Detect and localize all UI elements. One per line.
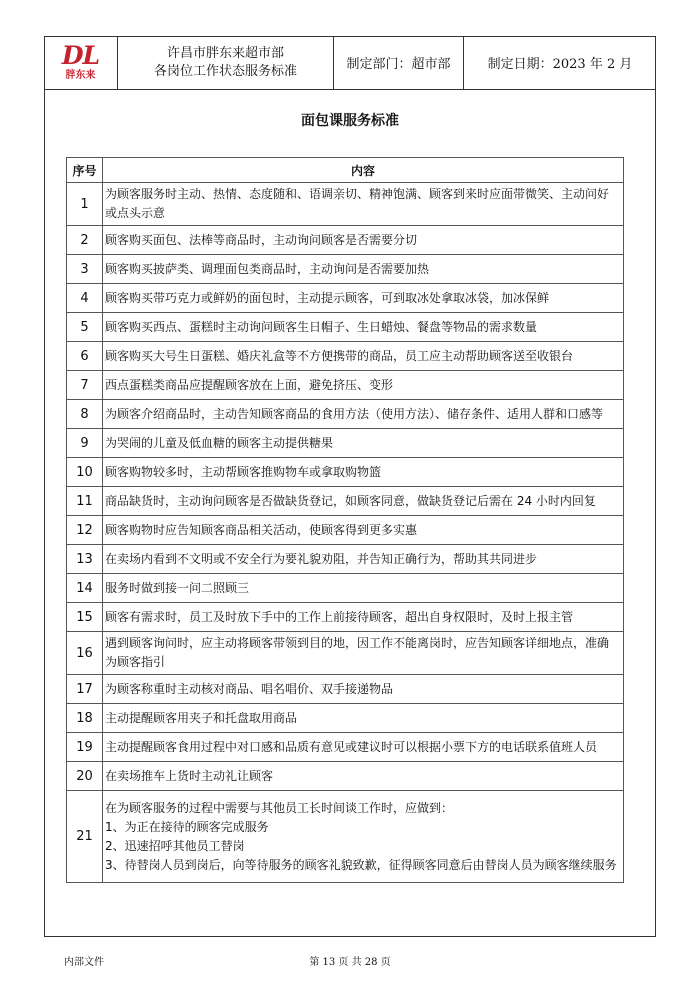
content-line: 服务时做到接一问二照顾三	[105, 580, 250, 595]
row-content	[103, 458, 624, 487]
table-row	[67, 400, 624, 429]
row-content	[103, 791, 624, 883]
row-number: 1	[67, 183, 103, 226]
row-number: 15	[67, 603, 103, 632]
table-row	[67, 255, 624, 284]
table-row	[67, 675, 624, 704]
row-number: 20	[67, 762, 103, 791]
content-line: 在卖场推车上货时主动礼让顾客	[105, 768, 274, 783]
content-line: 为顾客服务时主动、热情、态度随和、语调亲切、精神饱满、顾客到来时应面带微笑、主动问好或点头示意	[105, 187, 610, 220]
content-line: 在为顾客服务的过程中需要与其他员工长时间谈工作时，应做到：	[105, 800, 454, 815]
row-number: 4	[67, 284, 103, 313]
document-title: 面包课服务标准	[301, 113, 399, 129]
row-content	[103, 429, 624, 458]
content-line: 2、迅速招呼其他员工替岗	[105, 838, 245, 853]
row-number: 5	[67, 313, 103, 342]
row-content	[103, 762, 624, 791]
row-number: 9	[67, 429, 103, 458]
row-content	[103, 342, 624, 371]
row-number: 21	[67, 791, 103, 883]
table-row	[67, 762, 624, 791]
row-number: 19	[67, 733, 103, 762]
footer-page-number: 第 13 页 共 28 页	[309, 957, 391, 968]
table-row	[67, 487, 624, 516]
row-number: 11	[67, 487, 103, 516]
row-content	[103, 313, 624, 342]
content-line: 遇到顾客询问时，应主动将顾客带领到目的地，因工作不能离岗时，应告知顾客详细地点，准确为顾客指引	[105, 636, 610, 669]
footer-internal-label: 内部文件	[64, 957, 104, 968]
row-content	[103, 545, 624, 574]
row-number: 7	[67, 371, 103, 400]
content-line: 顾客购买带巧克力或鲜奶的面包时，主动提示顾客，可到取冰处拿取冰袋，加冰保鲜	[105, 290, 550, 305]
table-row	[67, 516, 624, 545]
service-standard-table	[66, 157, 624, 883]
row-content	[103, 183, 624, 226]
table-row	[67, 429, 624, 458]
column-header-content: 内容	[103, 158, 624, 183]
row-content	[103, 574, 624, 603]
row-content	[103, 226, 624, 255]
row-content	[103, 400, 624, 429]
row-number: 12	[67, 516, 103, 545]
content-line: 为顾客介绍商品时，主动告知顾客商品的食用方法（使用方法）、储存条件、适用人群和口感等	[105, 406, 604, 421]
content-line: 西点蛋糕类商品应提醒顾客放在上面，避免挤压、变形	[105, 377, 394, 392]
table-row	[67, 603, 624, 632]
content-line: 主动提醒顾客用夹子和托盘取用商品	[105, 710, 298, 725]
table-row	[67, 733, 624, 762]
table-row	[67, 284, 624, 313]
content-line: 3、待替岗人员到岗后，向等待服务的顾客礼貌致歉，征得顾客同意后由替岗人员为顾客继续服务	[105, 857, 617, 872]
content-line: 在卖场内看到不文明或不安全行为要礼貌劝阻，并告知正确行为，帮助其共同进步	[105, 551, 538, 566]
header-title	[118, 36, 334, 90]
row-content	[103, 733, 624, 762]
content-line: 顾客购物较多时，主动帮顾客推购物车或拿取购物篮	[105, 464, 382, 479]
table-row	[67, 313, 624, 342]
row-number: 6	[67, 342, 103, 371]
column-header-no: 序号	[67, 158, 103, 183]
row-content	[103, 284, 624, 313]
content-line: 顾客购物时应告知顾客商品相关活动，使顾客得到更多实惠	[105, 522, 418, 537]
table-row	[67, 371, 624, 400]
row-content	[103, 516, 624, 545]
row-content	[103, 255, 624, 284]
row-number: 10	[67, 458, 103, 487]
row-number: 16	[67, 632, 103, 675]
content-line: 商品缺货时，主动询问顾客是否做缺货登记，如顾客同意，做缺货登记后需在 24 小时内回复	[105, 493, 596, 508]
document-header	[44, 36, 656, 90]
content-line: 顾客购买披萨类、调理面包类商品时，主动询问是否需要加热	[105, 261, 430, 276]
table-row	[67, 791, 624, 883]
row-number: 13	[67, 545, 103, 574]
table-row	[67, 574, 624, 603]
company-logo	[44, 36, 118, 90]
row-number: 18	[67, 704, 103, 733]
content-line: 顾客购买西点、蛋糕时主动询问顾客生日帽子、生日蜡烛、餐盘等物品的需求数量	[105, 319, 538, 334]
logo-mark: DL	[61, 41, 100, 70]
table-body	[67, 183, 624, 883]
table-row	[67, 632, 624, 675]
content-line: 顾客购买面包、法棒等商品时，主动询问顾客是否需要分切	[105, 232, 418, 247]
row-content	[103, 371, 624, 400]
row-content	[103, 704, 624, 733]
row-content	[103, 603, 624, 632]
logo-name: 胖东来	[65, 70, 96, 81]
table-row	[67, 458, 624, 487]
row-number: 2	[67, 226, 103, 255]
content-line: 1、为正在接待的顾客完成服务	[105, 819, 269, 834]
header-title-line1: 许昌市胖东来超市部	[166, 45, 284, 61]
content-line: 顾客购买大号生日蛋糕、婚庆礼盒等不方便携带的商品，员工应主动帮助顾客送至收银台	[105, 348, 574, 363]
row-number: 14	[67, 574, 103, 603]
row-content	[103, 487, 624, 516]
content-line: 主动提醒顾客食用过程中对口感和品质有意见或建议时可以根据小票下方的电话联系值班人员	[105, 739, 598, 754]
table-row	[67, 183, 624, 226]
row-number: 8	[67, 400, 103, 429]
content-line: 顾客有需求时，员工及时放下手中的工作上前接待顾客，超出自身权限时，及时上报主管	[105, 609, 574, 624]
table-row	[67, 342, 624, 371]
table-row	[67, 226, 624, 255]
row-content	[103, 675, 624, 704]
table-row	[67, 545, 624, 574]
header-department: 制定部门：超市部	[334, 36, 464, 90]
content-line: 为顾客称重时主动核对商品、唱名唱价、双手接递物品	[105, 681, 394, 696]
header-date: 制定日期：2023 年 2 月	[464, 36, 656, 90]
row-number: 17	[67, 675, 103, 704]
table-row	[67, 704, 624, 733]
row-number: 3	[67, 255, 103, 284]
header-title-line2: 各岗位工作状态服务标准	[153, 63, 297, 79]
content-line: 为哭闹的儿童及低血糖的顾客主动提供糖果	[105, 435, 334, 450]
table-header-row	[67, 158, 624, 183]
row-content	[103, 632, 624, 675]
